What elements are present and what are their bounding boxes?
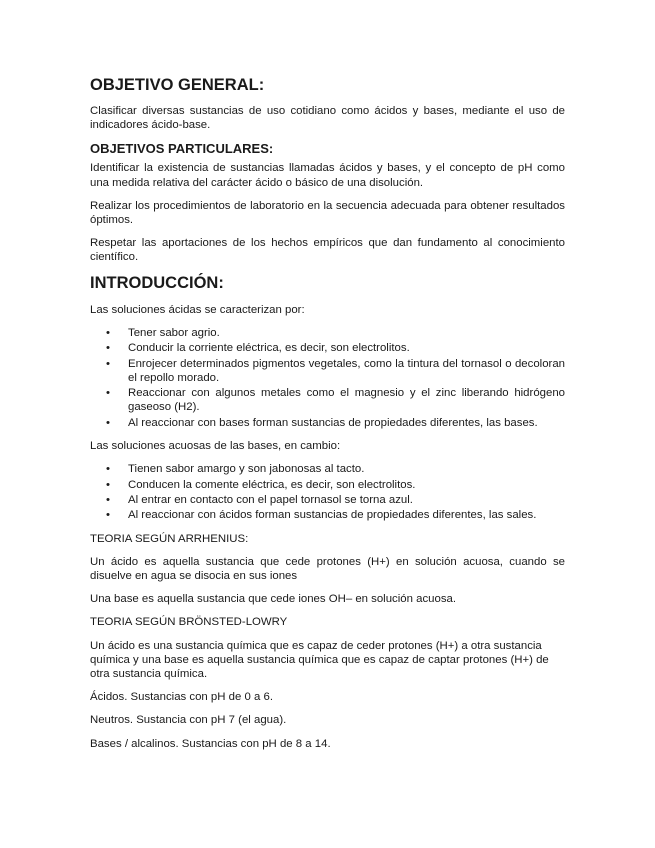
objetivos-particulares-heading: OBJETIVOS PARTICULARES: <box>90 141 274 157</box>
bullet-icon: • <box>106 387 110 400</box>
document-page <box>90 76 565 760</box>
bullet-icon: • <box>106 509 110 522</box>
list-item: • Conducen la comente eléctrica, es decir, son electrolitos. <box>106 478 416 491</box>
arrhenius-acid-text: Un ácido es aquella sustancia que cede protones (H+) en solución acuosa, cuando se disuelve en agua se disocia en sus iones <box>90 555 565 582</box>
acidos-range: Ácidos. Sustancias con pH de 0 a 6. <box>90 691 273 704</box>
list-item: • Al reaccionar con ácidos forman sustancias de propiedades diferentes, las sales. <box>106 509 537 522</box>
bases-range: Bases / alcalinos. Sustancias con pH de 8 a 14. <box>90 737 331 750</box>
bases-list <box>90 462 565 522</box>
bullet-icon: • <box>106 493 110 506</box>
objetivo-particular-2: Realizar los procedimientos de laboratorio en la secuencia adecuada para obtener resultados óptimos. <box>90 199 565 227</box>
bases-intro: Las soluciones acuosas de las bases, en cambio: <box>90 440 341 452</box>
neutros-range: Neutros. Sustancia con pH 7 (el agua). <box>90 714 287 727</box>
bullet-icon: • <box>106 416 110 429</box>
objetivo-particular-1: Identificar la existencia de sustancias llamadas ácidos y bases, y el concepto de pH como una medida relativa del carácter ácido o básico de una disolución. <box>90 162 565 189</box>
objetivo-general-text: Clasificar diversas sustancias de uso cotidiano como ácidos y bases, mediante el uso de indicadores ácido-base. <box>90 105 565 132</box>
bullet-icon: • <box>106 478 110 491</box>
introduccion-heading: INTRODUCCIÓN: <box>90 273 224 292</box>
list-item: • Al entrar en contacto con el papel tornasol se torna azul. <box>106 493 413 506</box>
bullet-icon: • <box>106 326 110 339</box>
bullet-icon: • <box>106 463 110 476</box>
list-item: • Enrojecer determinados pigmentos vegetales, como la tintura del tornasol o decoloran el repollo morado. <box>106 357 565 384</box>
list-item: • Reaccionar con algunos metales como el magnesio y el zinc liberando hidrógeno gaseoso (H2). <box>106 387 565 414</box>
arrhenius-base-text: Una base es aquella sustancia que cede iones OH– en solución acuosa. <box>90 593 457 606</box>
list-item: • Tener sabor agrio. <box>106 326 220 339</box>
bronsted-heading: TEORIA SEGÚN BRÖNSTED-LOWRY <box>90 616 288 629</box>
list-item: • Tienen sabor amargo y son jabonosas al tacto. <box>106 463 365 476</box>
acidas-intro: Las soluciones ácidas se caracterizan por: <box>90 303 305 316</box>
bullet-icon: • <box>106 357 110 370</box>
objetivo-general-heading: OBJETIVO GENERAL: <box>90 76 265 94</box>
list-item: • Al reaccionar con bases forman sustancias de propiedades diferentes, las bases. <box>106 416 538 429</box>
objetivo-particular-3: Respetar las aportaciones de los hechos empíricos que dan fundamento al conocimiento científico. <box>90 237 565 264</box>
arrhenius-heading: TEORIA SEGÚN ARRHENIUS: <box>90 532 249 545</box>
list-item: • Conducir la corriente eléctrica, es decir, son electrolitos. <box>106 342 410 355</box>
bronsted-text: Un ácido es una sustancia química que es capaz de ceder protones (H+) a otra sustancia química y una base es aquella sustancia química que es capaz de captar protones (H+) de otra sustancia química. <box>90 639 549 680</box>
acidas-list <box>90 326 565 430</box>
bullet-icon: • <box>106 342 110 355</box>
